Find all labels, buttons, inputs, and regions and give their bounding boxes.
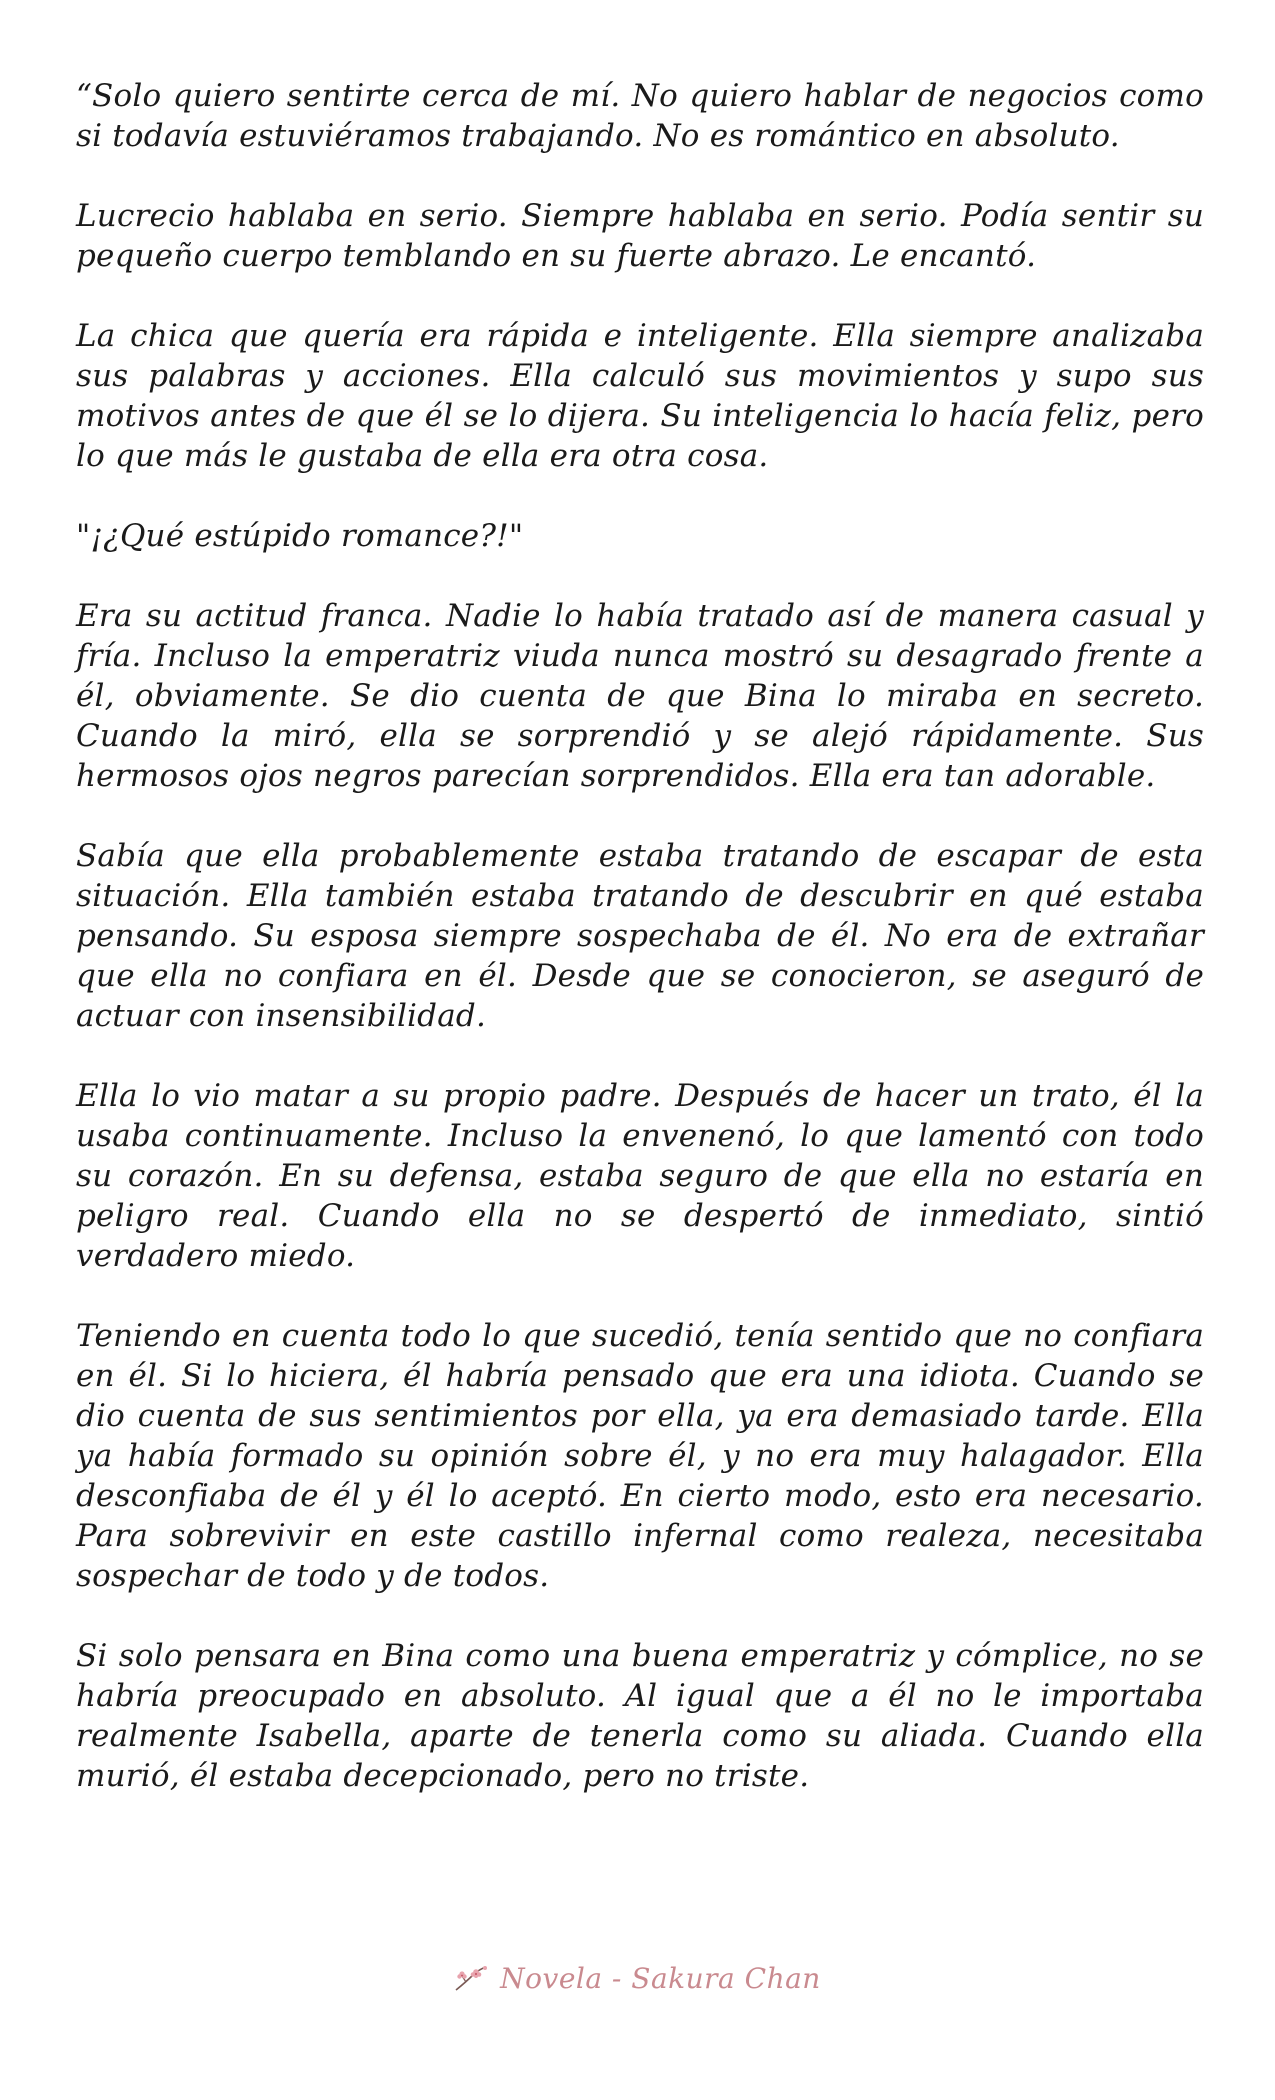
paragraph-7: Teniendo en cuenta todo lo que sucedió, tenía sentido que no confiara en él. Si lo hiciera, él habría pensado que era una idiota. Cuando se dio cuenta de sus sentimientos por ella, ya era demasiado tarde. Ella ya había formado su opinión sobre él, y no era muy halagador. Ella desconfiaba de él y él lo aceptó. En cierto modo, esto era necesario. Para sobrevivir en este castillo infernal como realeza, necesitaba sospechar de todo y de todos. xyxy=(76,1318,1204,1594)
paragraph-4: Era su actitud franca. Nadie lo había tratado así de manera casual y fría. Incluso la emperatriz viuda nunca mostró su desagrado frente a él, obviamente. Se dio cuenta de que Bina lo miraba en secreto. Cuando la miró, ella se sorprendió y se alejó rápidamente. Sus hermosos ojos negros parecían sorprendidos. Ella era tan adorable. xyxy=(76,598,1204,794)
quote-close-mark: " xyxy=(508,518,524,554)
paragraph-5: Sabía que ella probablemente estaba tratando de escapar de esta situación. Ella también estaba tratando de descubrir en qué estaba pensando. Su esposa siempre sospechaba de él. No era de extrañar que ella no confiara en él. Desde que se conocieron, se aseguró de actuar con insensibilidad. xyxy=(76,838,1204,1034)
quote-text: ¡¿Qué estúpido romance?! xyxy=(90,518,509,554)
paragraph-8: Si solo pensara en Bina como una buena emperatriz y cómplice, no se habría preocupado en absoluto. Al igual que a él no le importaba realmente Isabella, aparte de tenerla como su aliada. Cuando ella murió, él estaba decepcionado, pero no triste. xyxy=(76,1638,1204,1794)
footer-watermark xyxy=(0,1962,1275,1995)
document-body xyxy=(76,76,1204,1836)
cherry-blossom-icon xyxy=(454,1964,490,1994)
quote-open-mark: " xyxy=(76,518,91,554)
paragraph-1: “Solo quiero sentirte cerca de mí. No quiero hablar de negocios como si todavía estuviéramos trabajando. No es romántico en absoluto. xyxy=(76,78,1204,154)
paragraph-2: Lucrecio hablaba en serio. Siempre hablaba en serio. Podía sentir su pequeño cuerpo temblando en su fuerte abrazo. Le encantó. xyxy=(76,198,1204,274)
footer-text: Novela - Sakura Chan xyxy=(500,1962,821,1995)
dialogue-quote xyxy=(76,516,1204,556)
paragraph-6: Ella lo vio matar a su propio padre. Después de hacer un trato, él la usaba continuamente. Incluso la envenenó, lo que lamentó con todo su corazón. En su defensa, estaba seguro de que ella no estaría en peligro real. Cuando ella no se despertó de inmediato, sintió verdadero miedo. xyxy=(76,1078,1204,1274)
paragraph-3: La chica que quería era rápida e inteligente. Ella siempre analizaba sus palabras y acciones. Ella calculó sus movimientos y supo sus motivos antes de que él se lo dijera. Su inteligencia lo hacía feliz, pero lo que más le gustaba de ella era otra cosa. xyxy=(76,318,1204,474)
